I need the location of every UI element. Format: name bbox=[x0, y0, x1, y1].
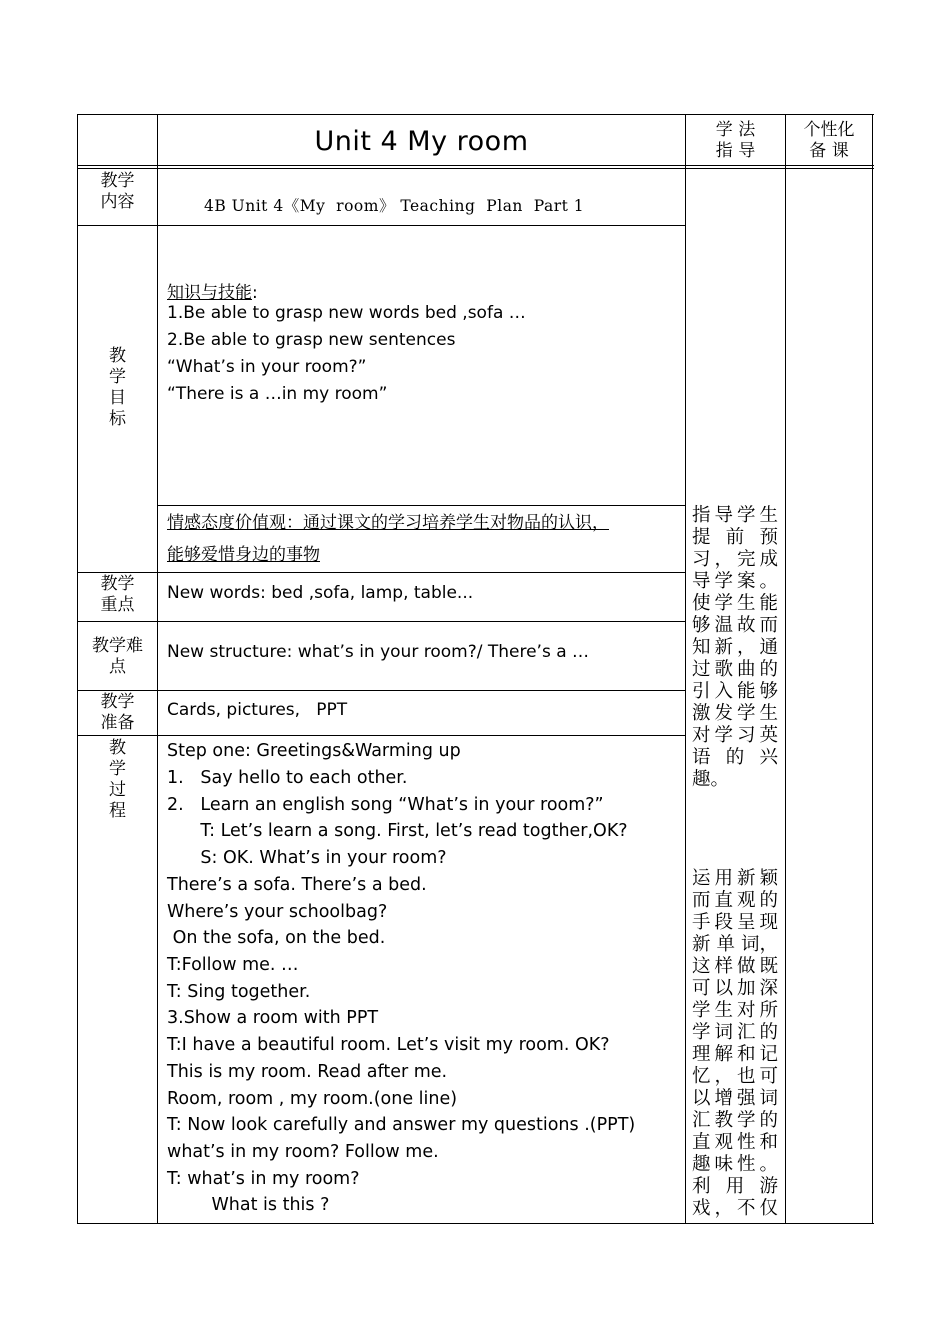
page-title: Unit 4 My room bbox=[314, 125, 529, 157]
guidance-line: 激发学生 bbox=[692, 703, 778, 724]
knowledge-heading-text: 知识与技能 bbox=[167, 283, 252, 303]
guidance-line: 这样做既 bbox=[692, 956, 778, 977]
header-method-line1: 学 法 bbox=[715, 120, 756, 140]
label-key-points bbox=[78, 574, 157, 616]
knowledge-heading-colon: : bbox=[252, 283, 258, 303]
method-column-border bbox=[785, 114, 786, 1224]
label-line: 程 bbox=[109, 801, 126, 821]
objective-line-3: “What’s in your room?” bbox=[167, 357, 367, 377]
process-line: T: Now look carefully and answer my questions .(PPT) bbox=[167, 1115, 636, 1135]
guidance-line: 以增强词 bbox=[692, 1088, 778, 1109]
objective-line-2: 2.Be able to grasp new sentences bbox=[167, 330, 456, 350]
process-line: What is this ? bbox=[167, 1195, 330, 1215]
process-line: This is my room. Read after me. bbox=[167, 1062, 448, 1082]
guidance-line: 而直观的 bbox=[692, 890, 778, 911]
process-line: On the sofa, on the bed. bbox=[167, 928, 386, 948]
difficulties-value: New structure: what’s in your room?/ There’s a … bbox=[167, 642, 590, 662]
label-line: 教 bbox=[109, 346, 126, 366]
attitude-line-2: 能够爱惜身边的事物 bbox=[167, 545, 320, 565]
knowledge-skills-heading bbox=[167, 278, 258, 303]
row-divider-objectives bbox=[77, 572, 686, 573]
guidance-line: 趣味性。 bbox=[692, 1154, 778, 1175]
table-right-border bbox=[872, 114, 873, 1224]
guidance-block-1 bbox=[692, 505, 778, 791]
process-line: There’s a sofa. There’s a bed. bbox=[167, 875, 427, 895]
guidance-line: 趣。 bbox=[692, 769, 730, 790]
header-personal-line2: 备 课 bbox=[809, 141, 849, 161]
process-line: what’s in my room? Follow me. bbox=[167, 1142, 439, 1162]
process-line: T: Let’s learn a song. First, let’s read togther,OK? bbox=[167, 821, 628, 841]
guidance-line: 语 的 兴 bbox=[692, 747, 778, 768]
label-line: 目 bbox=[109, 388, 126, 408]
guidance-line: 习，完成 bbox=[692, 549, 778, 570]
guidance-line: 学生对所 bbox=[692, 1000, 778, 1021]
attitude-line-1: 情感态度价值观：通过课文的学习培养学生对物品的认识， bbox=[167, 513, 609, 533]
header-method-line2: 指 导 bbox=[715, 141, 756, 161]
guidance-line: 过歌曲的 bbox=[692, 659, 778, 680]
process-line: T: Sing together. bbox=[167, 982, 311, 1002]
process-line: Step one: Greetings&Warming up bbox=[167, 741, 461, 761]
guidance-line: 指导学生 bbox=[692, 505, 778, 526]
label-objectives bbox=[78, 346, 157, 430]
header-bottom-border-double bbox=[77, 168, 874, 169]
key-points-value: New words: bed ,sofa, lamp, table... bbox=[167, 583, 474, 603]
label-line: 教学 bbox=[100, 171, 135, 191]
label-line: 重点 bbox=[100, 595, 135, 615]
row-divider-content bbox=[77, 225, 686, 226]
header-method-guidance bbox=[686, 120, 785, 162]
row-divider-difficulties bbox=[77, 690, 686, 691]
label-line: 过 bbox=[109, 780, 126, 800]
row-divider-keypoints bbox=[77, 621, 686, 622]
label-line: 标 bbox=[109, 409, 126, 429]
label-line: 教学难 bbox=[92, 636, 143, 656]
header-personal-line1: 个性化 bbox=[803, 120, 855, 140]
process-line: 2. Learn an english song “What’s in your room?” bbox=[167, 795, 604, 815]
guidance-line: 引入能够 bbox=[692, 681, 778, 702]
label-column-border bbox=[157, 114, 158, 1224]
guidance-line: 提 前 预 bbox=[692, 527, 778, 548]
label-line: 教 bbox=[109, 738, 126, 758]
table-bottom-border bbox=[77, 1223, 874, 1224]
label-line: 准备 bbox=[100, 713, 135, 733]
row-divider-preparation bbox=[77, 735, 686, 736]
guidance-line: 理解和记 bbox=[692, 1044, 778, 1065]
guidance-line: 使学生能 bbox=[692, 593, 778, 614]
process-line: T: what’s in my room? bbox=[167, 1169, 360, 1189]
label-difficulties bbox=[78, 636, 157, 678]
label-line: 教学 bbox=[100, 692, 135, 712]
guidance-line: 可以加深 bbox=[692, 978, 778, 999]
label-line: 教学 bbox=[100, 574, 135, 594]
guidance-line: 导学案。 bbox=[692, 571, 778, 592]
guidance-line: 手段呈现 bbox=[692, 912, 778, 933]
label-line: 点 bbox=[109, 657, 126, 677]
objective-line-4: “There is a …in my room” bbox=[167, 384, 388, 404]
label-line: 内容 bbox=[100, 192, 135, 212]
row-divider-attitude bbox=[158, 505, 686, 506]
process-line: T:I have a beautiful room. Let’s visit my room. OK? bbox=[167, 1035, 610, 1055]
label-preparation bbox=[78, 692, 157, 734]
guidance-line: 够温故而 bbox=[692, 615, 778, 636]
header-personal-prep bbox=[786, 120, 872, 162]
table-top-border bbox=[77, 114, 874, 115]
guidance-line: 忆，也可 bbox=[692, 1066, 778, 1087]
guidance-line: 知新，通 bbox=[692, 637, 778, 658]
label-content bbox=[78, 171, 157, 213]
process-line: Where’s your schoolbag? bbox=[167, 902, 388, 922]
process-line: S: OK. What’s in your room? bbox=[167, 848, 447, 868]
objective-line-1: 1.Be able to grasp new words bed ,sofa … bbox=[167, 303, 526, 323]
guidance-line: 新 单 词， bbox=[692, 934, 778, 955]
content-value: 4B Unit 4《My room》 Teaching Plan Part 1 bbox=[204, 197, 585, 215]
guidance-block-2 bbox=[692, 868, 778, 1220]
content-column-border bbox=[685, 114, 686, 1224]
guidance-line: 戏，不仅 bbox=[692, 1198, 778, 1219]
label-process bbox=[78, 738, 157, 822]
guidance-line: 利 用 游 bbox=[692, 1176, 778, 1197]
preparation-value: Cards, pictures, PPT bbox=[167, 700, 348, 720]
process-line: Room, room , my room.(one line) bbox=[167, 1089, 458, 1109]
label-line: 学 bbox=[109, 759, 126, 779]
guidance-line: 运用新颖 bbox=[692, 868, 778, 889]
process-line: 1. Say hello to each other. bbox=[167, 768, 408, 788]
guidance-line: 直观性和 bbox=[692, 1132, 778, 1153]
guidance-line: 汇教学的 bbox=[692, 1110, 778, 1131]
guidance-line: 对学习英 bbox=[692, 725, 778, 746]
process-line: T:Follow me. … bbox=[167, 955, 299, 975]
label-line: 学 bbox=[109, 367, 126, 387]
process-line: 3.Show a room with PPT bbox=[167, 1008, 379, 1028]
guidance-line: 学词汇的 bbox=[692, 1022, 778, 1043]
